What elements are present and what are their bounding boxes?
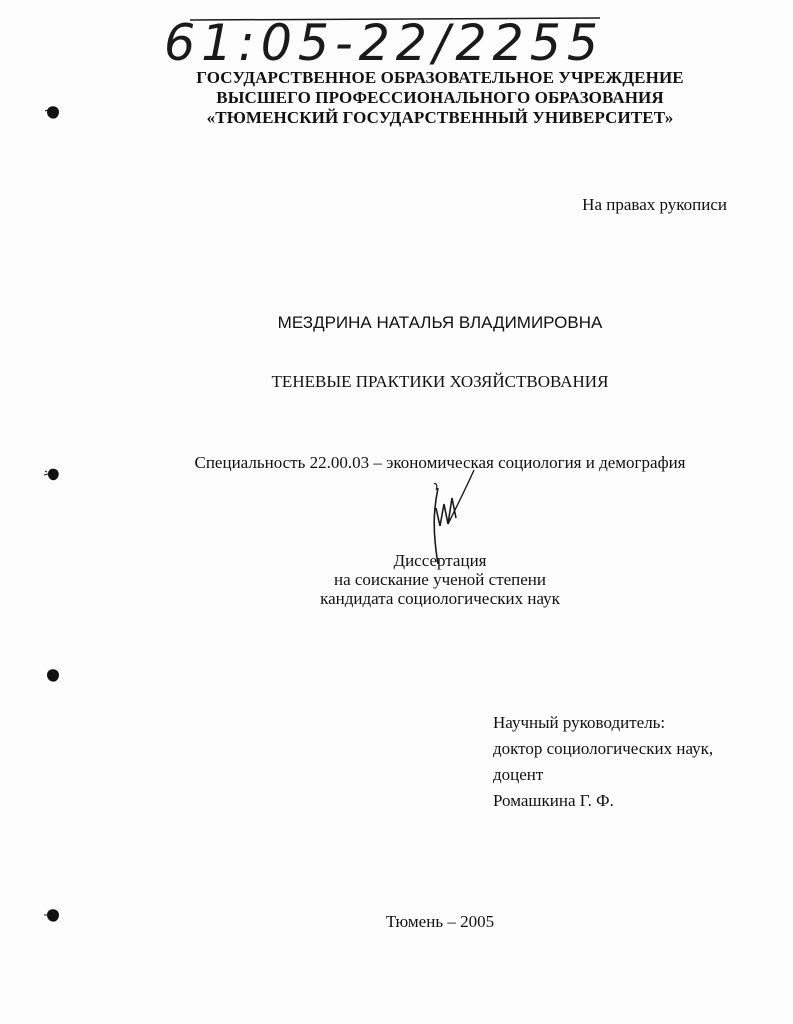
institution-line-2: ВЫСШЕГО ПРОФЕССИОНАЛЬНОГО ОБРАЗОВАНИЯ (216, 88, 664, 107)
advisor-label: Научный руководитель: (493, 713, 666, 732)
advisor-block (493, 710, 713, 814)
advisor-name: Ромашкина Г. Ф. (493, 791, 614, 810)
specialty-line: Специальность 22.00.03 – экономическая социология и демография (194, 453, 686, 472)
city-year: Тюмень – 2005 (385, 912, 495, 931)
advisor-degree: доктор социологических наук, (493, 739, 714, 758)
advisor-rank: доцент (493, 765, 544, 784)
punch-hole-mark (44, 103, 62, 121)
dissertation-block (240, 551, 640, 608)
institution-line-1: ГОСУДАРСТВЕННОЕ ОБРАЗОВАТЕЛЬНОЕ УЧРЕЖДЕНИЕ (196, 68, 684, 87)
handwritten-archive-number (160, 10, 620, 74)
dissertation-line-3: кандидата социологических наук (320, 589, 560, 608)
punch-hole-mark (44, 906, 62, 924)
dissertation-line-1: Диссертация (393, 551, 487, 570)
manuscript-rights: На правах рукописи (582, 195, 727, 214)
institution-line-3: «ТЮМЕНСКИЙ ГОСУДАРСТВЕННЫЙ УНИВЕРСИТЕТ» (206, 108, 674, 127)
archive-number-text: 61:05-22/2255 (164, 14, 604, 72)
institution-header (120, 68, 760, 128)
dissertation-line-2: на соискание ученой степени (333, 570, 547, 589)
author-name: МЕЗДРИНА НАТАЛЬЯ ВЛАДИМИРОВНА (277, 313, 603, 332)
punch-hole-mark (44, 666, 62, 684)
punch-hole-mark (44, 465, 62, 483)
dissertation-title: ТЕНЕВЫЕ ПРАКТИКИ ХОЗЯЙСТВОВАНИЯ (271, 372, 609, 391)
